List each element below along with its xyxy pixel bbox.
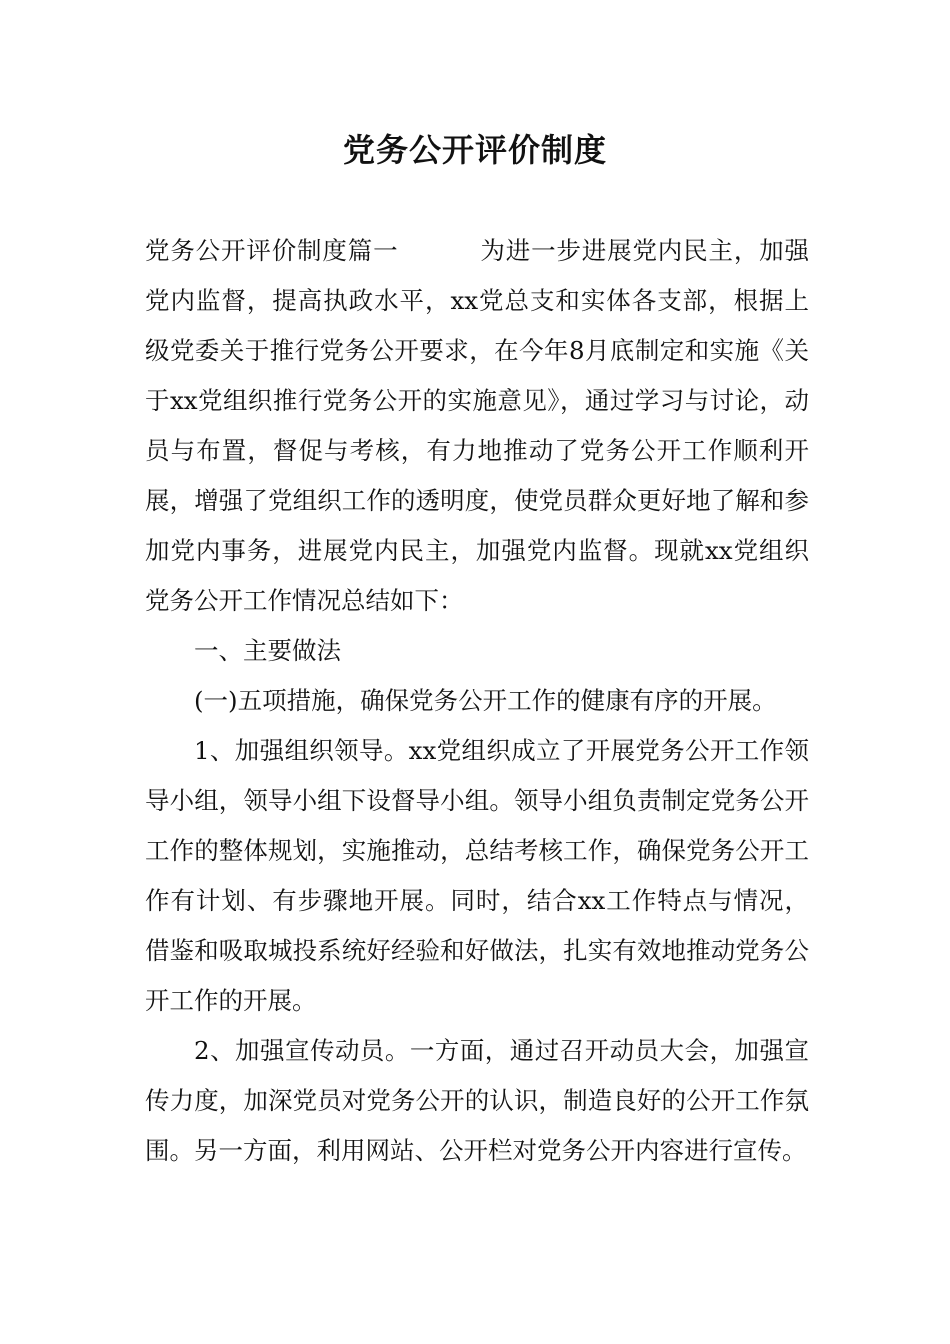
subsection-heading: (一)五项措施，确保党务公开工作的健康有序的开展。 xyxy=(194,686,777,715)
intro-body: 为进一步进展党内民主，加强党内监督，提高执政水平，xx党总支和实体各支部，根据上级党委关于推行党务公开要求，在今年8月底制定和实施《关于xx党组织推行党务公开的实施意见》，通过学习与讨论，动员与布置，督促与考核，有力地推动了党务公开工作顺利开展，增强了党组织工作的透明度，使党员群众更好地了解和参加党内事务，进展党内民主，加强党内监督。现就xx党组织党务公开工作情况总结如下： xyxy=(145,236,810,615)
intro-paragraph xyxy=(145,226,809,626)
intro-lead: 党务公开评价制度篇一 xyxy=(145,236,399,265)
document-body xyxy=(145,226,809,1176)
section-heading: 一、主要做法 xyxy=(194,636,341,665)
document-title: 党务公开评价制度 xyxy=(342,131,607,169)
item-1-paragraph: 1、加强组织领导。xx党组织成立了开展党务公开工作领导小组，领导小组下设督导小组。领导小组负责制定党务公开工作的整体规划，实施推动，总结考核工作，确保党务公开工作有计划、有步骤地开展。同时，结合xx工作特点与情况，借鉴和吸取城投系统好经验和好做法，扎实有效地推动党务公开工作的开展。 xyxy=(145,736,809,1015)
item-2-paragraph: 2、加强宣传动员。一方面，通过召开动员大会，加强宣传力度，加深党员对党务公开的认识，制造良好的公开工作氛围。另一方面，利用网站、公开栏对党务公开内容进行宣传。 xyxy=(145,1036,809,1165)
